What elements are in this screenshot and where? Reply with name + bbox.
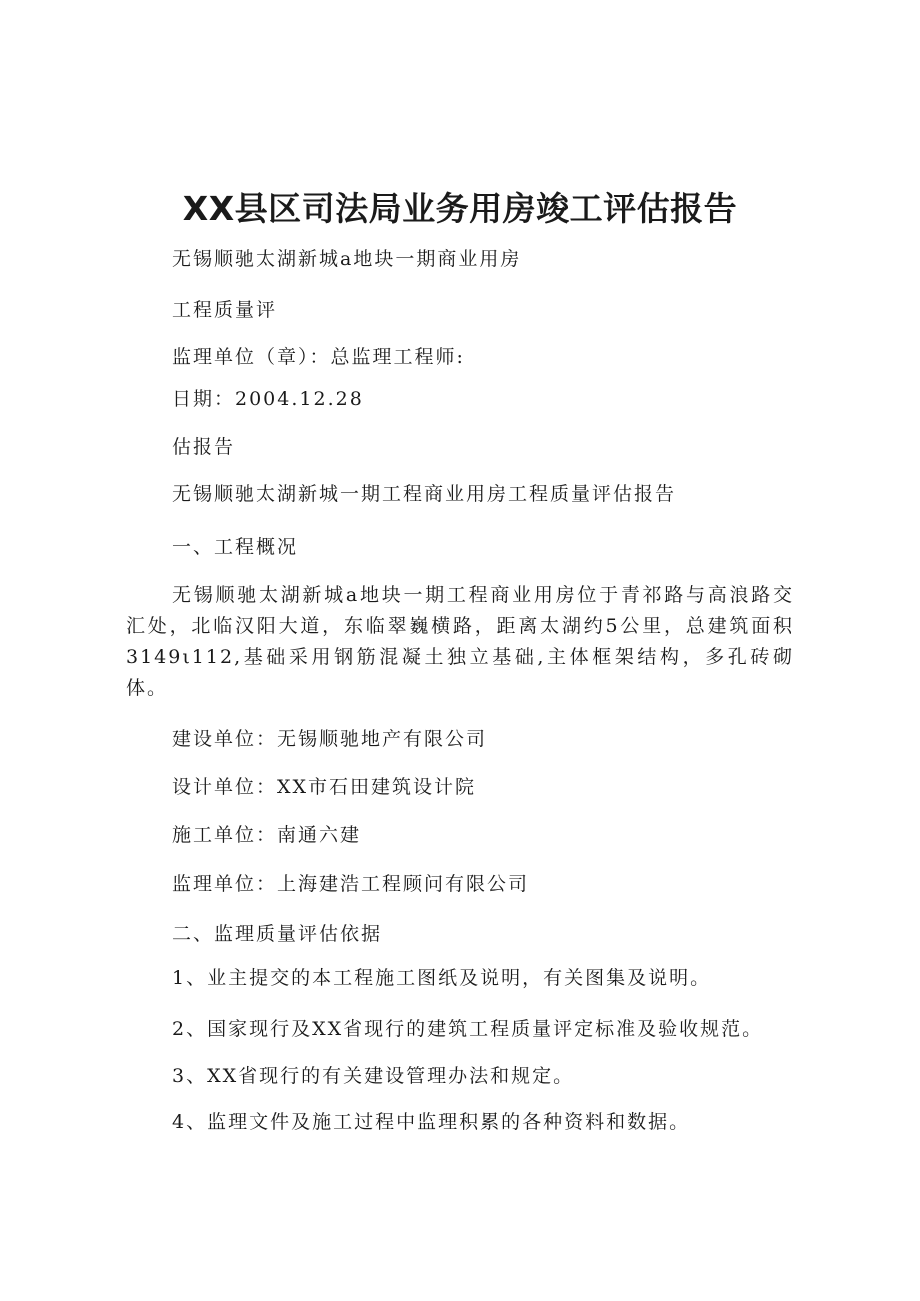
supervision-unit: 监理单位：上海建浩工程顾问有限公司	[172, 873, 530, 895]
project-name: 无锡顺驰太湖新城a地块一期商业用房	[172, 248, 522, 270]
document-title: XX县区司法局业务用房竣工评估报告	[182, 189, 738, 228]
basis-item-3: 3、XX省现行的有关建设管理办法和规定。	[172, 1065, 575, 1087]
report-date: 日期：2004.12.28	[172, 388, 364, 410]
construction-unit: 建设单位：无锡顺驰地产有限公司	[172, 728, 488, 750]
section-heading-overview: 一、工程概况	[172, 536, 299, 558]
report-title: 无锡顺驰太湖新城一期工程商业用房工程质量评估报告	[172, 483, 677, 505]
overview-paragraph: 无锡顺驰太湖新城a地块一期工程商业用房位于青祁路与高浪路交汇处，北临汉阳大道，东临翠巍横路，距离太湖约5公里，总建筑面积3149ι112,基础采用钢筋混凝土独立基础,主体框架结构，多孔砖砌体。	[126, 584, 794, 699]
design-unit: 设计单位：XX市石田建筑设计院	[172, 776, 477, 798]
builder-unit: 施工单位：南通六建	[172, 824, 362, 846]
supervision-sign-line: 监理单位（章）：总监理工程师:	[172, 346, 465, 368]
report-label: 估报告	[172, 436, 236, 458]
quality-label: 工程质量评	[172, 299, 278, 321]
basis-item-1: 1、业主提交的本工程施工图纸及说明，有关图集及说明。	[172, 967, 712, 989]
basis-item-4: 4、监理文件及施工过程中监理积累的各种资料和数据。	[172, 1111, 691, 1133]
basis-item-2: 2、国家现行及XX省现行的建筑工程质量评定标准及验收规范。	[172, 1018, 764, 1040]
section-heading-basis: 二、监理质量评估依据	[172, 923, 383, 945]
